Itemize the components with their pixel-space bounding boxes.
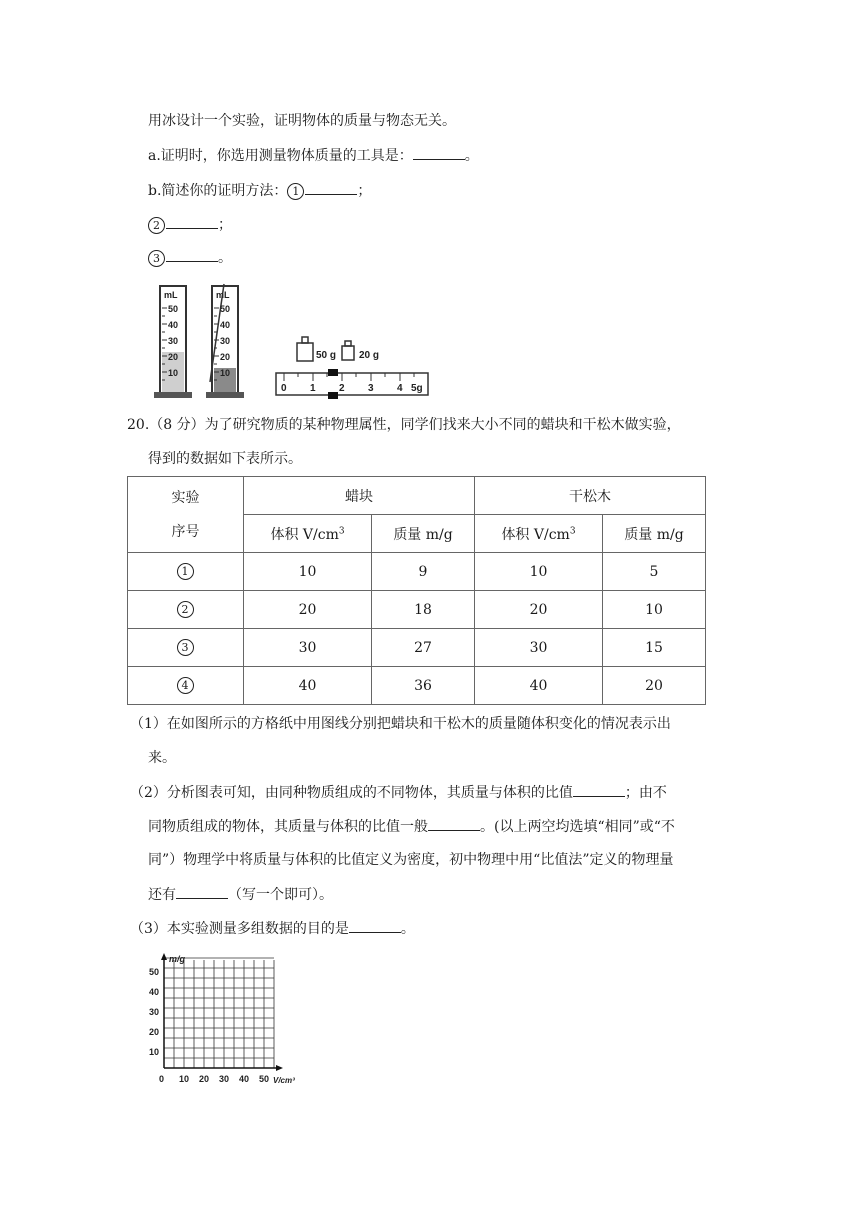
- ruler-tick-label: 3: [368, 383, 374, 394]
- answer-blank[interactable]: [349, 918, 401, 933]
- weight-20g: [342, 341, 379, 361]
- balance-ruler: [276, 369, 428, 399]
- q20-part-2-line4: 还有 （写一个即可）。: [148, 884, 333, 905]
- grid-x-axis-label: V/cm³: [273, 1076, 295, 1085]
- q20-data-table: [127, 476, 706, 705]
- q20-stem-line2: 得到的数据如下表所示。: [148, 451, 302, 467]
- circled-number: 4: [177, 677, 194, 694]
- grid-x-tick: 10: [179, 1074, 190, 1084]
- cylinder-tick-label: 50: [168, 304, 179, 314]
- q20-part-3: （3）本实验测量多组数据的目的是 。: [130, 918, 415, 939]
- q19-apparatus-figure: [150, 282, 440, 402]
- table-col-header: 质量 m/g: [372, 515, 475, 553]
- svg-text:20 g: 20 g: [359, 350, 380, 361]
- q20-part-1-cont: 来。: [148, 750, 176, 766]
- answer-blank[interactable]: [305, 180, 357, 195]
- circled-number: 2: [148, 217, 165, 234]
- q19-part-a: a.证明时，你选用测量物体质量的工具是： 。: [148, 145, 479, 166]
- table-col-header: 体积 $V/cm^3$: [244, 515, 372, 553]
- cylinder-tick-label: 30: [168, 336, 179, 346]
- cylinder-tick-label: 40: [220, 320, 231, 330]
- ruler-tick-label: 5g: [411, 383, 423, 394]
- circled-number: 1: [287, 183, 304, 200]
- q20-part-2: （2）分析图表可知，由同种物质组成的不同物体，其质量与体积的比值 ；由不: [130, 782, 667, 803]
- table-group-header-wax: 蜡块: [244, 477, 475, 515]
- table-group-header-pine: 干松木: [474, 477, 705, 515]
- answer-blank[interactable]: [413, 145, 465, 160]
- answer-blank[interactable]: [428, 816, 480, 831]
- answer-blank[interactable]: [573, 782, 625, 797]
- q19-intro: 用冰设计一个实验，证明物体的质量与物态无关。: [148, 113, 456, 129]
- cylinder-tick-label: 10: [168, 368, 179, 378]
- ruler-tick-label: 4: [397, 383, 403, 394]
- cylinder-tick-label: 20: [168, 352, 179, 362]
- grid-x-tick: 20: [199, 1074, 210, 1084]
- grid-y-tick: 40: [149, 987, 160, 997]
- graduated-cylinder-2: [206, 284, 244, 398]
- q19-part-b: b.简述你的证明方法： 1 ；: [148, 180, 371, 201]
- q20-stem: 20.（8 分）为了研究物质的某种物理属性，同学们找来大小不同的蜡块和干松木做实验，: [127, 417, 681, 433]
- ruler-tick-label: 0: [281, 383, 287, 394]
- q19-step-2: 2 ；: [148, 214, 232, 235]
- cylinder-unit-label: mL: [216, 290, 230, 300]
- cylinder-tick-label: 50: [220, 304, 231, 314]
- answer-blank[interactable]: [176, 884, 228, 899]
- q20-part-1: （1）在如图所示的方格纸中用图线分别把蜡块和干松木的质量随体积变化的情况表示出: [130, 716, 671, 732]
- grid-x-tick: 40: [239, 1074, 250, 1084]
- grid-x-tick: 30: [219, 1074, 230, 1084]
- table-corner-header: 实验 序号: [128, 477, 244, 553]
- question-score: （8 分）: [149, 417, 205, 433]
- cylinder-tick-label: 10: [220, 368, 231, 378]
- circled-number: 3: [148, 250, 165, 267]
- table-col-header: 质量 m/g: [603, 515, 706, 553]
- grid-y-tick: 30: [149, 1007, 160, 1017]
- grid-y-tick: 50: [149, 967, 160, 977]
- cylinder-tick-label: 20: [220, 352, 231, 362]
- circled-number: 3: [177, 639, 194, 656]
- q19-step-3: 3 。: [148, 247, 232, 268]
- table-col-header: 体积 $V/cm^3$: [474, 515, 602, 553]
- grid-x-tick: 50: [259, 1074, 270, 1084]
- table-row: 3 30 27 30 15: [128, 629, 706, 667]
- q20-grid-paper: [145, 950, 310, 1095]
- grid-y-axis-label: m/g: [169, 954, 186, 964]
- table-row: 4 40 36 40 20: [128, 667, 706, 705]
- table-row: 1 10 9 10 5: [128, 553, 706, 591]
- weight-50g: [297, 337, 336, 361]
- answer-blank[interactable]: [166, 247, 218, 262]
- question-number: 20.: [127, 417, 150, 433]
- answer-blank[interactable]: [166, 214, 218, 229]
- q20-part-2-line2: 同物质组成的物体，其质量与体积的比值一般 。(以上两空均选填“相同”或“不: [148, 816, 675, 837]
- q20-part-2-line3: 同”）物理学中将质量与体积的比值定义为密度，初中物理中用“比值法”定义的物理量: [148, 852, 674, 868]
- cylinder-unit-label: mL: [164, 290, 178, 300]
- ruler-tick-label: 2: [339, 383, 345, 394]
- table-row: 2 20 18 20 10: [128, 591, 706, 629]
- svg-text:50 g: 50 g: [316, 350, 337, 361]
- cylinder-tick-label: 30: [220, 336, 231, 346]
- grid-y-tick: 20: [149, 1027, 160, 1037]
- grid-origin: 0: [159, 1074, 165, 1084]
- circled-number: 1: [177, 563, 194, 580]
- ruler-tick-label: 1: [310, 383, 316, 394]
- grid-y-tick: 10: [149, 1047, 160, 1057]
- graduated-cylinder-1: [154, 286, 192, 398]
- cylinder-tick-label: 40: [168, 320, 179, 330]
- circled-number: 2: [177, 601, 194, 618]
